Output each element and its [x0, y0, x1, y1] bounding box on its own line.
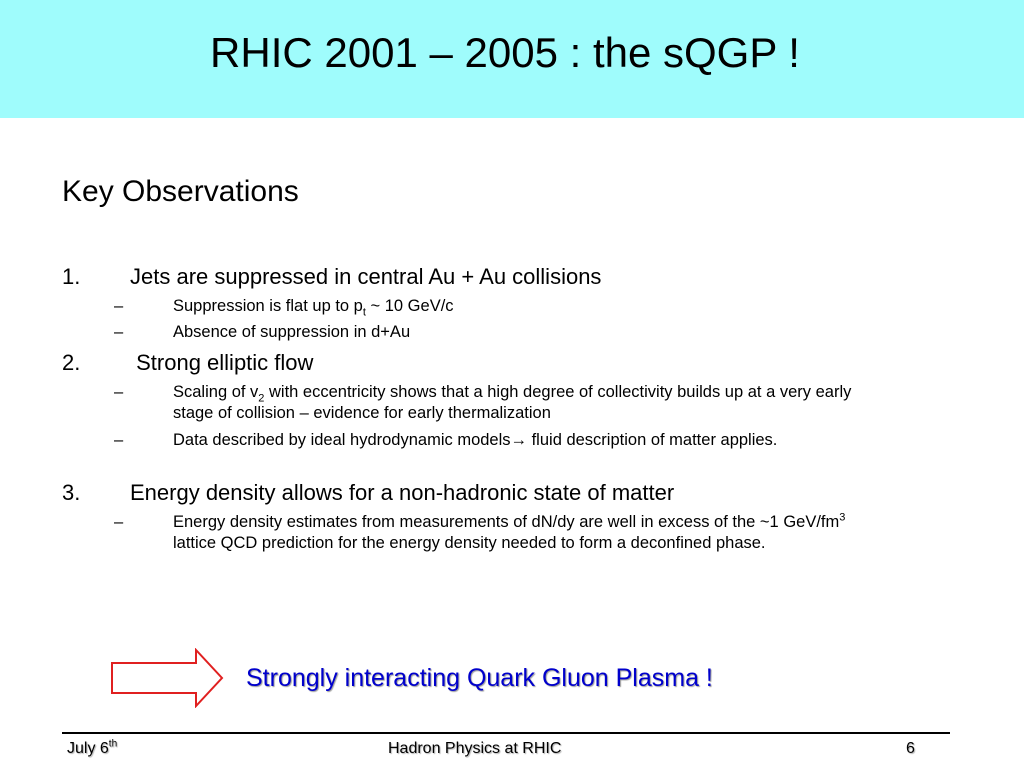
- sub-item-text: lattice QCD prediction for the energy density needed to form a deconfined phase.: [173, 534, 766, 552]
- footer-title: Hadron Physics at RHIC: [388, 740, 562, 757]
- section-heading: Key Observations: [62, 175, 299, 208]
- sub-item-text: Scaling of v: [173, 383, 259, 401]
- subscript: t: [362, 306, 366, 319]
- list-item-text: Energy density allows for a non-hadronic state of matter: [130, 480, 675, 505]
- bullet-dash: –: [114, 513, 124, 531]
- sub-item-text: Energy density estimates from measurements of dN/dy are well in excess of the ~1 GeV/fm: [173, 513, 840, 531]
- subscript: 2: [258, 392, 265, 405]
- sub-item-text: Data described by ideal hydrodynamic models: [173, 431, 511, 449]
- sub-item-text: Absence of suppression in d+Au: [173, 323, 411, 341]
- arrow-icon: →: [510, 431, 528, 449]
- bullet-dash: –: [114, 323, 124, 341]
- list-item-text: Jets are suppressed in central Au + Au collisions: [130, 264, 602, 289]
- sub-item-text: Suppression is flat up to p: [173, 297, 363, 315]
- footer-divider: [62, 732, 950, 734]
- list-item-text: Strong elliptic flow: [130, 350, 314, 375]
- arrow-outline: [112, 650, 222, 706]
- conclusion-text: Strongly interacting Quark Gluon Plasma !: [246, 664, 713, 692]
- footer-date-sup: th: [108, 738, 118, 750]
- right-arrow-icon: [110, 648, 226, 708]
- sub-item-text: ~ 10 GeV/c: [365, 297, 454, 315]
- list-item-number: 2.: [62, 350, 81, 375]
- page-number: 6: [906, 740, 915, 757]
- list-item-number: 3.: [62, 480, 81, 505]
- bullet-dash: –: [114, 297, 124, 315]
- bullet-dash: –: [114, 383, 124, 401]
- superscript: 3: [839, 511, 846, 524]
- footer-date-text: July 6: [67, 740, 109, 757]
- footer-date: [67, 739, 117, 759]
- sub-item-text: fluid description of matter applies.: [527, 431, 778, 449]
- slide-title: RHIC 2001 – 2005 : the sQGP !: [210, 29, 800, 76]
- bullet-dash: –: [114, 431, 124, 449]
- sub-item-text: with eccentricity shows that a high degree of collectivity builds up at a very early stage of collision – evidence for early thermalization: [173, 383, 852, 422]
- list-item-number: 1.: [62, 264, 81, 289]
